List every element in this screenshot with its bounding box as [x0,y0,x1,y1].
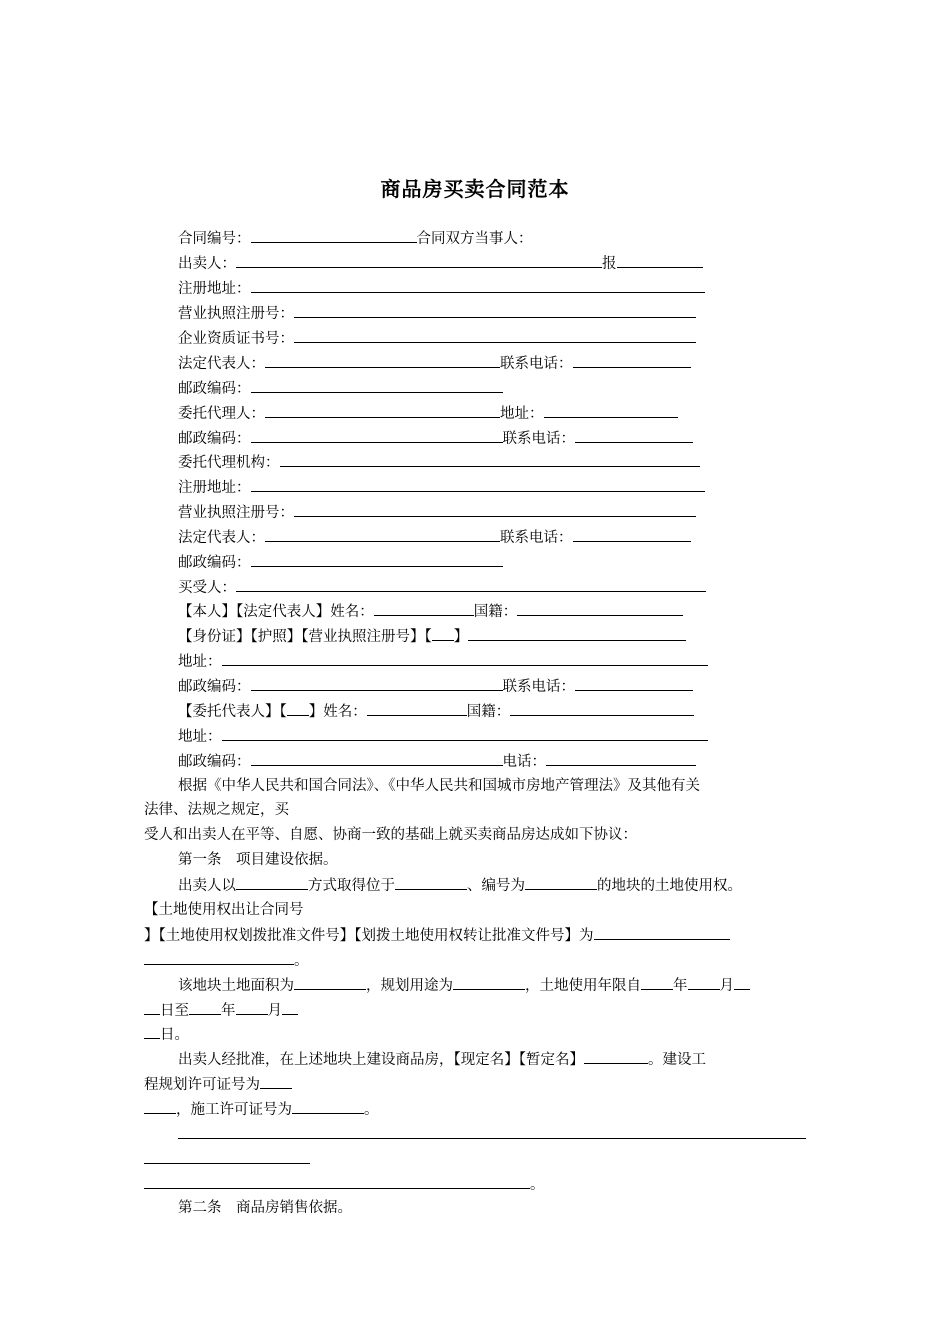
blank-field[interactable] [575,428,693,443]
line-text: 的地块的土地使用权。 [597,878,742,894]
contract-line [178,1198,352,1218]
contract-line [178,751,696,772]
line-text: 月 [719,978,734,994]
contract-line [178,875,742,896]
blank-field[interactable] [287,701,309,716]
line-text: 【土地使用权出让合同号 [144,902,304,918]
blank-field[interactable] [294,328,696,343]
blank-field[interactable] [222,726,708,741]
blank-field[interactable] [584,1049,648,1064]
blank-field[interactable] [734,975,750,990]
contract-line [178,428,693,449]
blank-field[interactable] [144,1149,310,1164]
line-text: 注册地址： [178,480,251,496]
contract-line [144,1000,298,1021]
line-text: 委托代理人： [178,406,265,422]
blank-field[interactable] [453,975,525,990]
blank-field[interactable] [251,278,705,293]
contract-line [144,825,637,845]
line-text: 出卖人经批准，在上述地块上建设商品房，【现定名】【暂定名】 [178,1052,584,1068]
line-text: 【委托代表人】【 [178,704,287,720]
blank-field[interactable] [282,1000,298,1015]
blank-field[interactable] [251,378,503,393]
blank-field[interactable] [144,1000,160,1015]
line-text: 联系电话： [500,356,573,372]
blank-field[interactable] [688,975,720,990]
line-text: 营业执照注册号： [178,306,294,322]
contract-line [144,900,304,920]
blank-field[interactable] [573,527,691,542]
blank-field[interactable] [251,751,503,766]
contract-line [144,1174,545,1195]
line-text: 日。 [160,1027,189,1043]
contract-line [178,651,708,672]
blank-field[interactable] [374,601,474,616]
contract-line [144,950,309,971]
contract-line [178,353,691,374]
blank-field[interactable] [544,403,678,418]
contract-line [178,726,708,747]
blank-field[interactable] [265,403,500,418]
line-text: 邮政编码： [178,679,251,695]
contract-line [178,452,700,473]
line-text: 邮政编码： [178,381,251,397]
blank-field[interactable] [251,428,503,443]
line-text: 合同双方当事人： [416,231,533,247]
line-text: 国籍： [473,604,518,620]
blank-field[interactable] [294,975,366,990]
contract-line [178,1124,806,1145]
line-text: 】姓名： [308,704,367,720]
blank-field[interactable] [280,452,700,467]
line-text: 、编号为 [467,878,525,894]
blank-field[interactable] [367,701,467,716]
line-text: 出卖人以 [178,878,236,894]
line-text: 地址： [500,406,544,422]
contract-line [144,925,730,946]
document-title: 商品房买卖合同范本 [380,177,570,201]
contract-line [178,527,691,548]
blank-field[interactable] [144,1024,160,1039]
line-text: 邮政编码： [178,555,251,571]
contract-line [178,502,696,523]
line-text: 年 [221,1003,236,1019]
line-text: 法定代表人： [178,356,265,372]
contract-line [144,1074,292,1095]
line-text: 。 [294,953,309,969]
line-text: 买受人： [178,580,236,596]
line-text: 程规划许可证号为 [144,1077,260,1093]
line-text: 【身份证】【护照】【营业执照注册号】【 [178,629,432,645]
line-text: 日至 [160,1003,189,1019]
contract-line [178,776,700,796]
line-text: 受人和出卖人在平等、自愿、协商一致的基础上就买卖商品房达成如下协议： [144,827,637,843]
contract-line [178,850,338,870]
contract-line [178,701,694,722]
contract-line [178,328,696,349]
line-text: 年 [673,978,688,994]
contract-line [144,800,289,820]
line-text: 月 [267,1003,282,1019]
line-text: 】【土地使用权划拨批准文件号】【划拨土地使用权转让批准文件号】为 [144,928,594,944]
blank-field[interactable] [517,601,683,616]
line-text: ，施工许可证号为 [176,1102,292,1118]
blank-field[interactable] [144,950,294,965]
blank-field[interactable] [236,577,706,592]
line-text: ，规划用途为 [366,978,453,994]
line-text: 企业资质证书号： [178,331,294,347]
blank-field[interactable] [641,975,673,990]
line-text: 。 [530,1177,545,1193]
line-text: 该地块土地面积为 [178,978,294,994]
blank-field[interactable] [265,527,500,542]
blank-field[interactable] [251,676,503,691]
line-text: 邮政编码： [178,754,251,770]
line-text: 第二条 商品房销售依据。 [178,1200,352,1216]
line-text: 地址： [178,654,222,670]
contract-line [178,601,683,622]
blank-field[interactable] [573,353,691,368]
blank-field[interactable] [575,676,693,691]
blank-field[interactable] [525,875,597,890]
line-text: 】 [453,629,469,645]
line-text: 国籍： [466,704,511,720]
contract-line [178,303,696,324]
line-text: 方式取得位于 [308,878,395,894]
line-text: 电话： [502,754,546,770]
line-text: 出卖人： [178,256,236,272]
contract-line [178,378,503,399]
blank-field[interactable] [251,228,417,243]
line-text: 法定代表人： [178,530,265,546]
blank-field[interactable] [294,303,696,318]
line-text: 根据《中华人民共和国合同法》、《中华人民共和国城市房地产管理法》及其他有关 [178,778,700,794]
contract-line [178,626,686,647]
line-text: ，土地使用年限自 [525,978,641,994]
blank-field[interactable] [251,552,503,567]
blank-field[interactable] [251,477,705,492]
line-text: 委托代理机构： [178,455,280,471]
contract-line [178,577,706,598]
line-text: 法律、法规之规定，买 [144,802,289,818]
contract-line [144,1149,310,1170]
contract-line [144,1024,189,1045]
line-text: 第一条 项目建设依据。 [178,852,338,868]
blank-field[interactable] [178,1124,806,1139]
line-text: 。建设工 [648,1052,706,1068]
line-text: 邮政编码： [178,431,251,447]
blank-field[interactable] [144,1099,176,1114]
blank-field[interactable] [432,626,454,641]
contract-line [178,975,750,996]
blank-field[interactable] [594,925,730,940]
contract-line [178,278,705,299]
blank-field[interactable] [236,875,308,890]
line-text: 联系电话： [502,431,575,447]
blank-field[interactable] [468,626,686,641]
contract-line [178,676,693,697]
line-text: 注册地址： [178,281,251,297]
blank-field[interactable] [265,353,500,368]
contract-line [178,552,503,573]
line-text: 联系电话： [502,679,575,695]
line-text: 营业执照注册号： [178,505,294,521]
line-text: 联系电话： [500,530,573,546]
blank-field[interactable] [292,1099,364,1114]
blank-field[interactable] [546,751,696,766]
blank-field[interactable] [510,701,694,716]
blank-field[interactable] [260,1074,292,1089]
line-text: 报 [602,256,617,272]
blank-field[interactable] [617,253,703,268]
contract-line [178,228,533,249]
line-text: 【本人】【法定代表人】姓名： [178,604,374,620]
blank-field[interactable] [294,502,696,517]
contract-line [178,1049,706,1070]
contract-line [178,253,703,274]
line-text: 地址： [178,729,222,745]
blank-field[interactable] [236,253,602,268]
blank-field[interactable] [189,1000,221,1015]
contract-line [178,477,705,498]
contract-line [178,403,678,424]
blank-field[interactable] [222,651,708,666]
line-text: 。 [364,1102,379,1118]
contract-line [144,1099,379,1120]
blank-field[interactable] [144,1174,530,1189]
line-text: 合同编号： [178,231,251,247]
blank-field[interactable] [395,875,467,890]
blank-field[interactable] [236,1000,268,1015]
